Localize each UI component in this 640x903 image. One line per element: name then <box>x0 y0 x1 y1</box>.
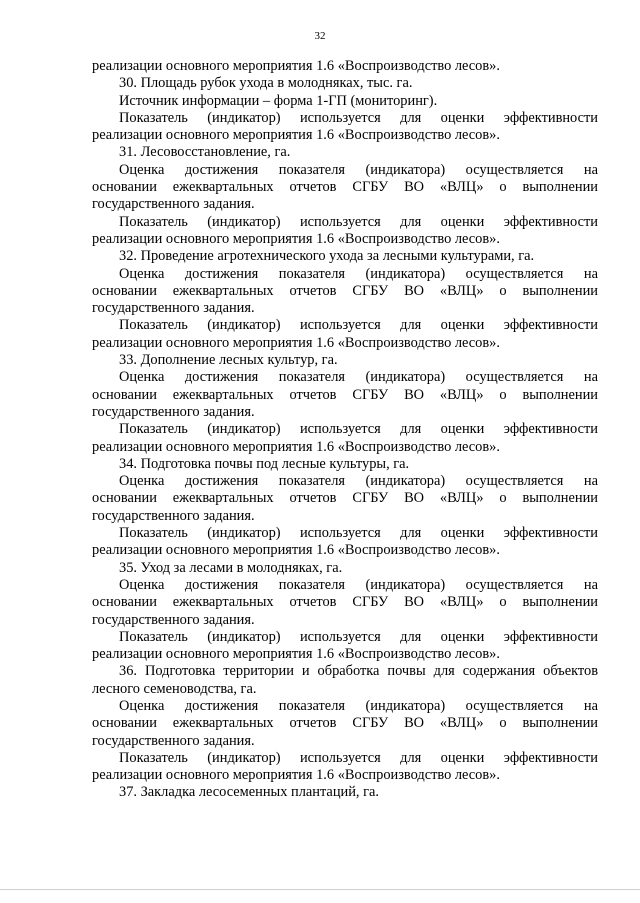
paragraph-20-line-1: основании ежеквартальных отчетов СГБУ ВО «ВЛЦ» о выполнении <box>92 715 598 732</box>
paragraph-10-line-0: 33. Дополнение лесных культур, га. <box>119 352 338 369</box>
paragraph-12-line-0: Показатель (индикатор) используется для оценки эффективности <box>119 421 598 438</box>
paragraph-15-line-1: реализации основного мероприятия 1.6 «Воспроизводство лесов». <box>92 542 500 559</box>
paragraph-17-line-0: Оценка достижения показателя (индикатора) осуществляется на <box>119 576 598 593</box>
paragraph-11-line-2: государственного задания. <box>92 403 255 420</box>
paragraph-7-line-0: 32. Проведение агротехнического ухода за лесными культурами, га. <box>119 248 535 265</box>
paragraph-22-line-0: 37. Закладка лесосеменных плантаций, га. <box>119 784 380 801</box>
paragraph-14-line-2: государственного задания. <box>92 507 255 524</box>
paragraph-8-line-2: государственного задания. <box>92 300 255 317</box>
paragraph-21-line-0: Показатель (индикатор) используется для оценки эффективности <box>119 749 598 766</box>
paragraph-19-line-1: лесного семеноводства, га. <box>92 680 257 697</box>
paragraph-9-line-1: реализации основного мероприятия 1.6 «Воспроизводство лесов». <box>92 334 500 351</box>
paragraph-8-line-1: основании ежеквартальных отчетов СГБУ ВО «ВЛЦ» о выполнении <box>92 282 598 299</box>
paragraph-5-line-1: основании ежеквартальных отчетов СГБУ ВО «ВЛЦ» о выполнении <box>92 179 598 196</box>
paragraph-6-line-1: реализации основного мероприятия 1.6 «Воспроизводство лесов». <box>92 230 500 247</box>
paragraph-17-line-1: основании ежеквартальных отчетов СГБУ ВО «ВЛЦ» о выполнении <box>92 594 598 611</box>
paragraph-15-line-0: Показатель (индикатор) используется для оценки эффективности <box>119 525 598 542</box>
paragraph-2-line-0: Источник информации – форма 1-ГП (мониторинг). <box>119 92 438 109</box>
paragraph-11-line-0: Оценка достижения показателя (индикатора) осуществляется на <box>119 369 598 386</box>
document-body <box>92 58 598 802</box>
paragraph-11-line-1: основании ежеквартальных отчетов СГБУ ВО «ВЛЦ» о выполнении <box>92 386 598 403</box>
page-bottom-border <box>0 889 640 890</box>
paragraph-13-line-0: 34. Подготовка почвы под лесные культуры, га. <box>119 455 410 472</box>
paragraph-3-line-1: реализации основного мероприятия 1.6 «Воспроизводство лесов». <box>92 127 500 144</box>
paragraph-18-line-0: Показатель (индикатор) используется для оценки эффективности <box>119 628 598 645</box>
paragraph-14-line-1: основании ежеквартальных отчетов СГБУ ВО «ВЛЦ» о выполнении <box>92 490 598 507</box>
paragraph-6-line-0: Показатель (индикатор) используется для оценки эффективности <box>119 213 598 230</box>
paragraph-1-line-0: 30. Площадь рубок ухода в молодняках, тыс. га. <box>119 75 413 92</box>
paragraph-0-line-0: реализации основного мероприятия 1.6 «Воспроизводство лесов». <box>92 58 500 74</box>
paragraph-3-line-0: Показатель (индикатор) используется для оценки эффективности <box>119 109 598 126</box>
paragraph-16-line-0: 35. Уход за лесами в молодняках, га. <box>119 559 343 576</box>
paragraph-17-line-2: государственного задания. <box>92 611 255 628</box>
page-number: 32 <box>314 30 326 42</box>
paragraph-20-line-0: Оценка достижения показателя (индикатора) осуществляется на <box>119 697 598 714</box>
paragraph-12-line-1: реализации основного мероприятия 1.6 «Воспроизводство лесов». <box>92 438 500 455</box>
paragraph-9-line-0: Показатель (индикатор) используется для оценки эффективности <box>119 317 598 334</box>
paragraph-5-line-0: Оценка достижения показателя (индикатора) осуществляется на <box>119 161 598 178</box>
paragraph-5-line-2: государственного задания. <box>92 196 255 213</box>
paragraph-14-line-0: Оценка достижения показателя (индикатора) осуществляется на <box>119 473 598 490</box>
paragraph-18-line-1: реализации основного мероприятия 1.6 «Воспроизводство лесов». <box>92 646 500 663</box>
paragraph-19-line-0: 36. Подготовка территории и обработка почвы для содержания объектов <box>119 663 598 680</box>
paragraph-21-line-1: реализации основного мероприятия 1.6 «Воспроизводство лесов». <box>92 767 500 784</box>
paragraph-8-line-0: Оценка достижения показателя (индикатора) осуществляется на <box>119 265 598 282</box>
paragraph-20-line-2: государственного задания. <box>92 732 255 749</box>
paragraph-4-line-0: 31. Лесовосстановление, га. <box>119 144 291 161</box>
